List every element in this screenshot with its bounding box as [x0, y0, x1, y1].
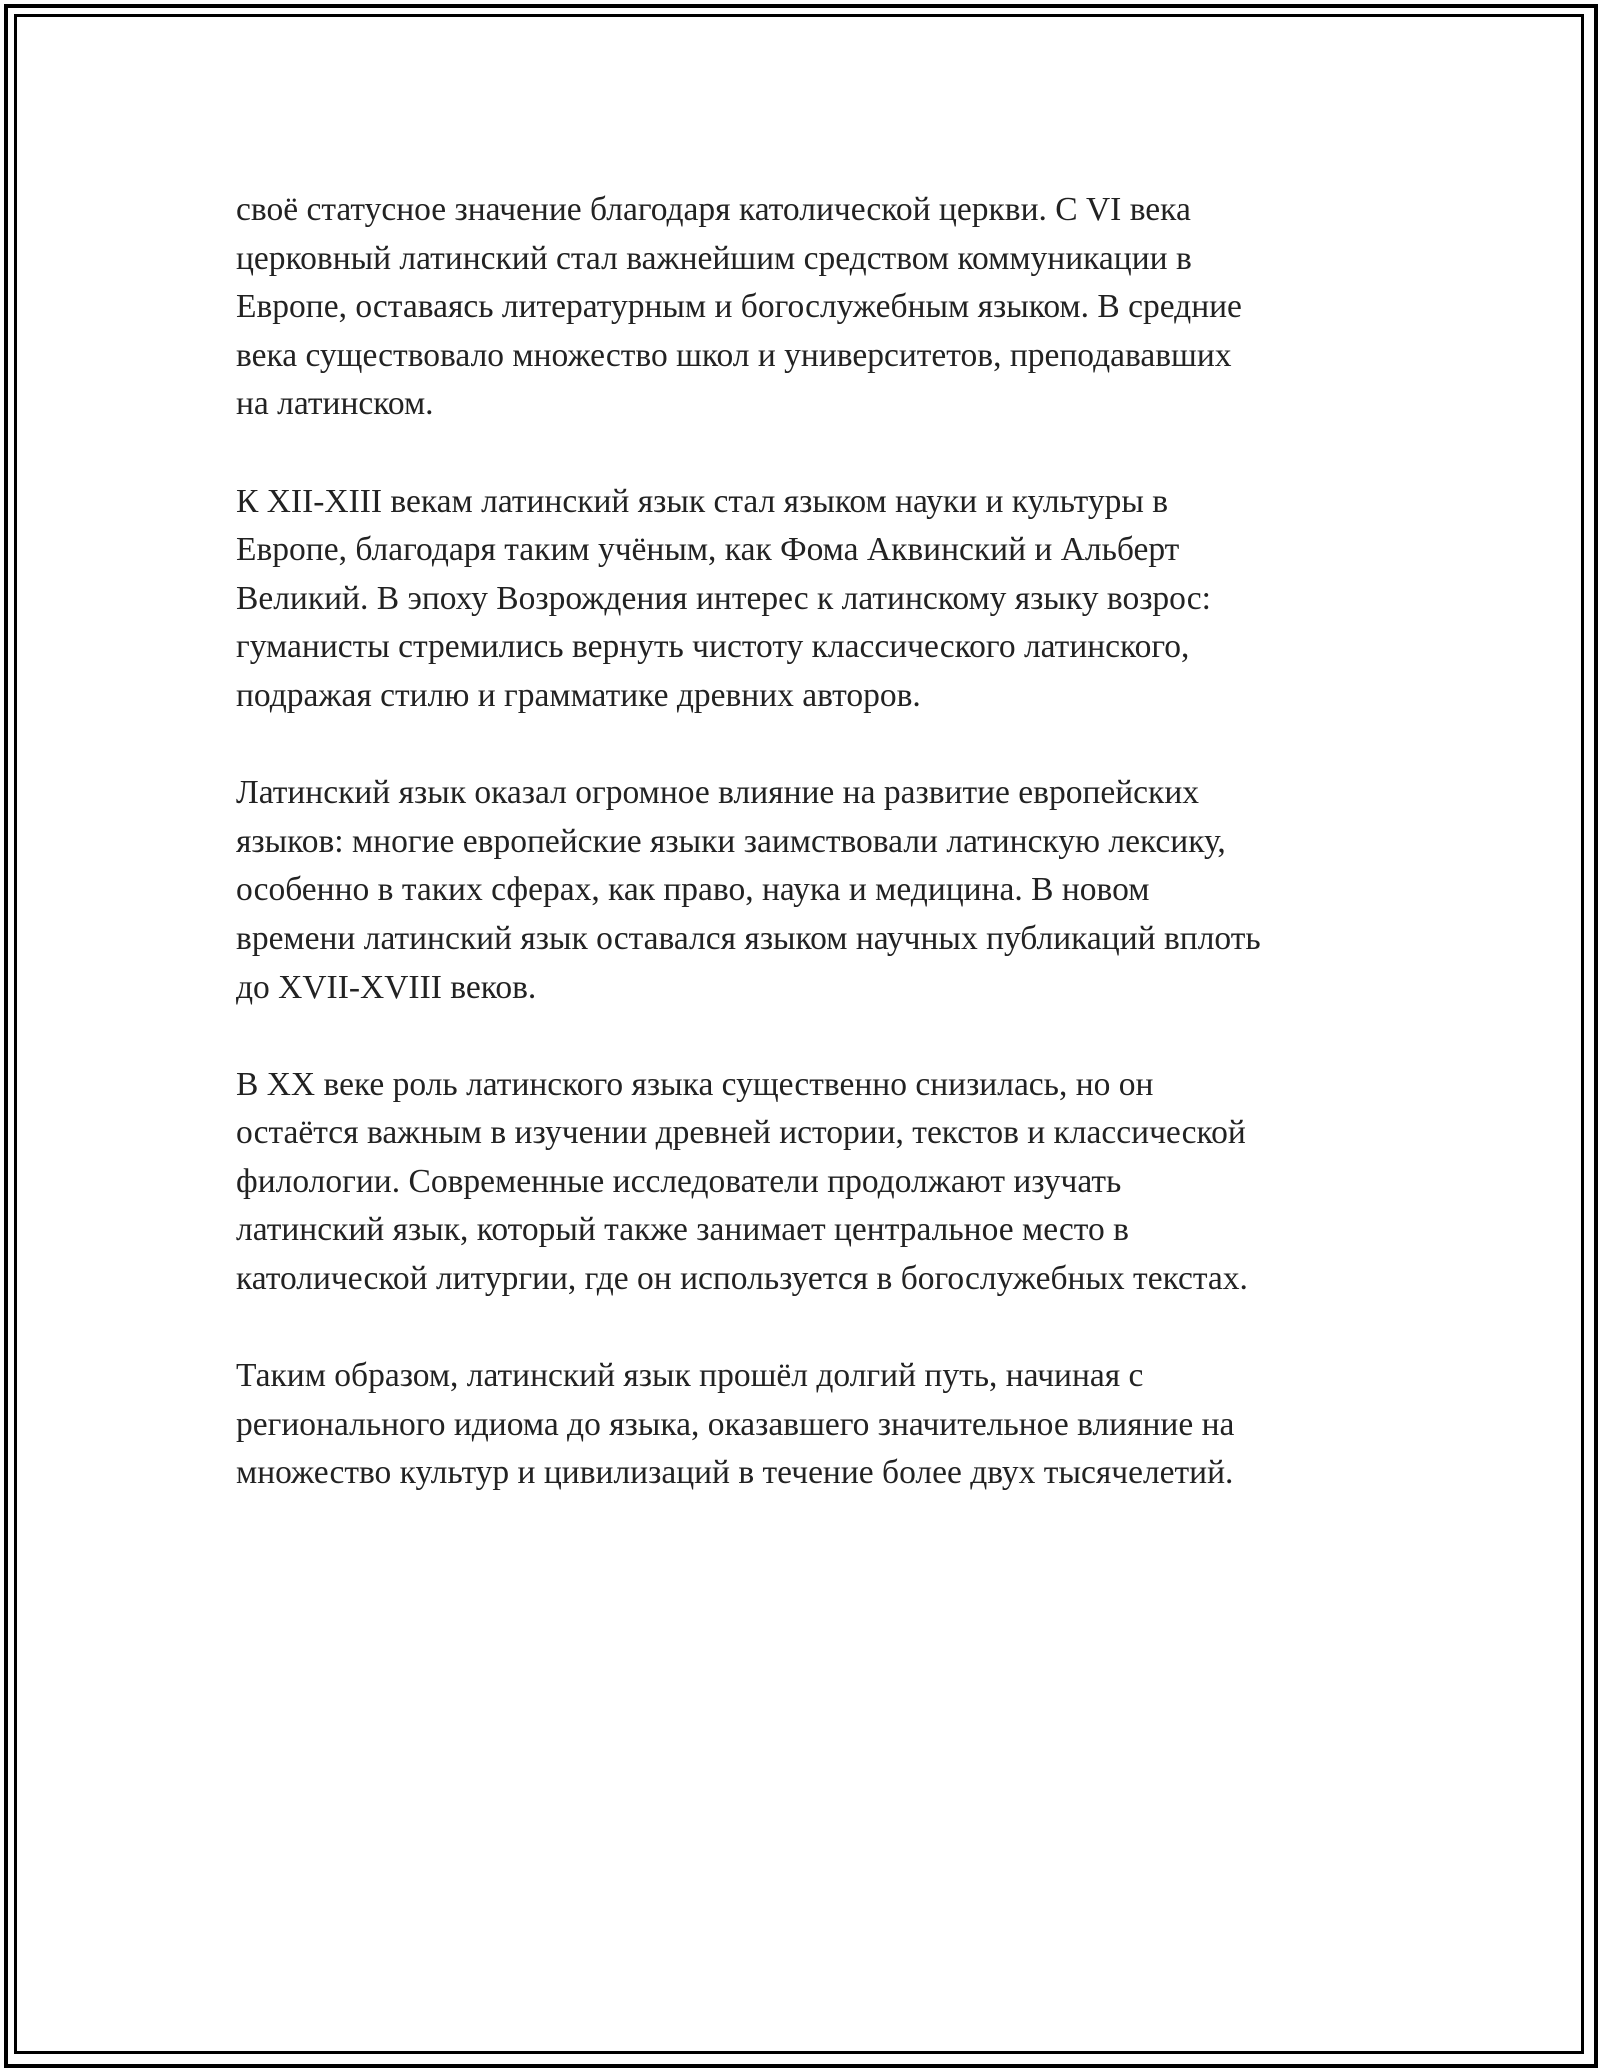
paragraph-church-latin: своё статусное значение благодаря католической церкви. С VI века церковный латинский стал важнейшим средством коммуникации в Европе, оставаясь литературным и богослужебным языком. В средние века существовало множество школ и университетов, преподававших на латинском. [236, 191, 1242, 423]
paragraph-twentieth-century: В XX веке роль латинского языка существенно снизилась, но он остаётся важным в изучении древней истории, текстов и классической филологии. Современные исследователи продолжают изучать латинский язык, который также занимает центральное место в католической литургии, где он используется в богослужебных текстах. [236, 1065, 1248, 1298]
paragraph-influence-languages: Латинский язык оказал огромное влияние на развитие европейских языков: многие европейские языки заимствовали латинскую лексику, особенно в таких сферах, как право, наука и медицина. В новом времени латинский язык оставался языком научных публикаций вплоть до XVII-XVIII веков. [236, 774, 1261, 1006]
document-body [236, 186, 1376, 1547]
paragraph-science-renaissance: К XII-XIII векам латинский язык стал языком науки и культуры в Европе, благодаря таким учёным, как Фома Аквинский и Альберт Великий. В эпоху Возрождения интерес к латинскому языку возрос: гуманисты стремились вернуть чистоту классического латинского, подражая стилю и грамматике древних авторов. [236, 482, 1211, 714]
paragraph-conclusion: Таким образом, латинский язык прошёл долгий путь, начиная с регионального идиома до языка, оказавшего значительное влияние на множество культур и цивилизаций в течение более двух тысячелетий. [236, 1357, 1235, 1492]
